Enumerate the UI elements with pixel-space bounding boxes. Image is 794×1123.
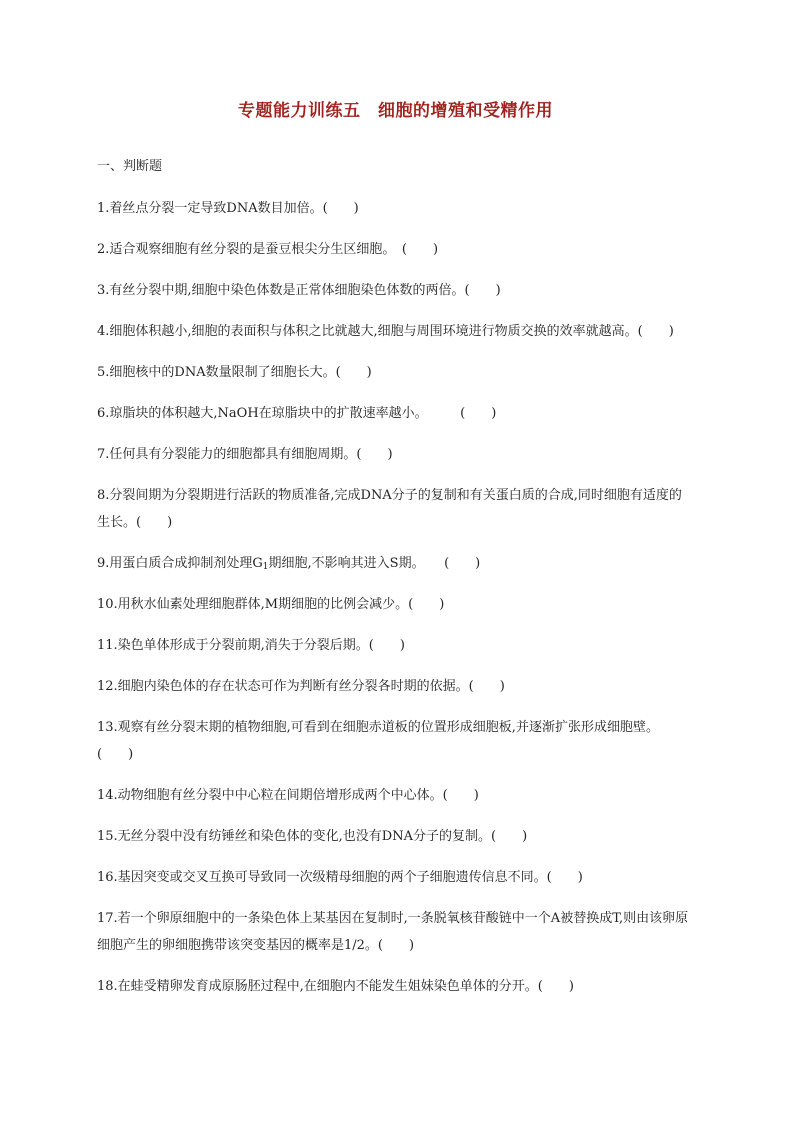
question-2: 2.适合观察细胞有丝分裂的是蚕豆根尖分生区细胞。 ( ) — [97, 242, 439, 257]
question-4: 4.细胞体积越小,细胞的表面积与体积之比就越大,细胞与周围环境进行物质交换的效率就越高。( ) — [97, 324, 674, 339]
question-13: 13.观察有丝分裂末期的植物细胞,可看到在细胞赤道板的位置形成细胞板,并逐渐扩张形成细胞壁。( ) — [97, 720, 659, 762]
question-9-subscript: 1 — [262, 562, 269, 572]
question-6: 6.琼脂块的体积越大,NaOH在琼脂块中的扩散速率越小。 ( ) — [97, 406, 497, 421]
question-8: 8.分裂间期为分裂期进行活跃的物质准备,完成DNA分子的复制和有关蛋白质的合成,同时细胞有适度的生长。( ) — [97, 488, 682, 530]
question-12: 12.细胞内染色体的存在状态可作为判断有丝分裂各时期的依据。( ) — [97, 679, 505, 694]
question-11: 11.染色单体形成于分裂前期,消失于分裂后期。( ) — [97, 638, 405, 653]
question-9-post: 期细胞,不影响其进入S期。 ( ) — [268, 556, 481, 571]
section-heading: 一、判断题 — [97, 159, 163, 174]
question-7: 7.任何具有分裂能力的细胞都具有细胞周期。( ) — [97, 447, 393, 462]
question-9-pre: 9.用蛋白质合成抑制剂处理G — [97, 556, 263, 571]
question-3: 3.有丝分裂中期,细胞中染色体数是正常体细胞染色体数的两倍。( ) — [97, 283, 501, 298]
question-1: 1.着丝点分裂一定导致DNA数目加倍。( ) — [97, 201, 359, 216]
question-10: 10.用秋水仙素处理细胞群体,M期细胞的比例会减少。( ) — [97, 597, 445, 612]
question-14: 14.动物细胞有丝分裂中中心粒在间期倍增形成两个中心体。( ) — [97, 788, 479, 803]
question-5: 5.细胞核中的DNA数量限制了细胞长大。( ) — [97, 365, 372, 380]
question-18: 18.在蛙受精卵发育成原肠胚过程中,在细胞内不能发生姐妹染色单体的分开。( ) — [97, 979, 574, 994]
question-15: 15.无丝分裂中没有纺锤丝和染色体的变化,也没有DNA分子的复制。( ) — [97, 829, 528, 844]
question-list — [97, 195, 694, 1000]
question-16: 16.基因突变或交叉互换可导致同一次级精母细胞的两个子细胞遗传信息不同。( ) — [97, 870, 583, 885]
question-17: 17.若一个卵原细胞中的一条染色体上某基因在复制时,一条脱氧核苷酸链中一个A被替换成T,则由该卵原细胞产生的卵细胞携带该突变基因的概率是1/2。( ) — [97, 911, 689, 953]
page-title: 专题能力训练五 细胞的增殖和受精作用 — [238, 101, 553, 121]
question-9 — [97, 550, 694, 577]
